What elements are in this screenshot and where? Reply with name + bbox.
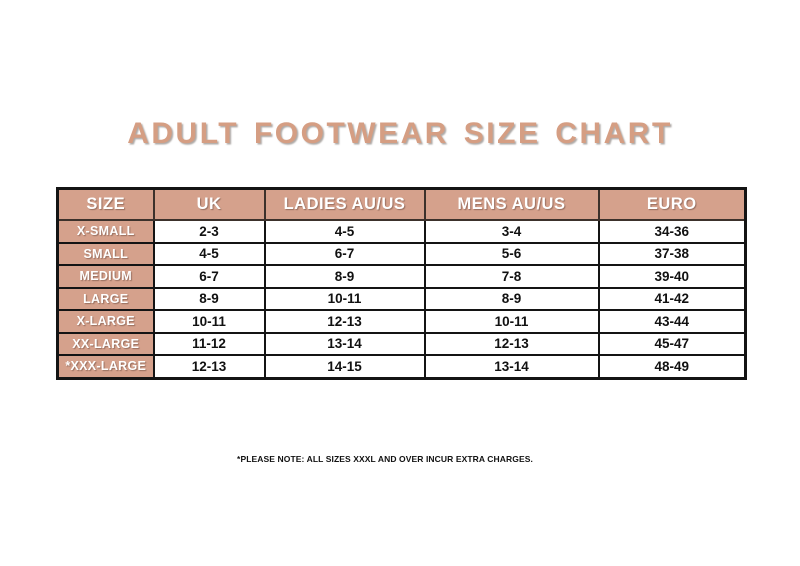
size-label-cell: MEDIUM	[58, 265, 154, 288]
data-cell: 10-11	[265, 288, 425, 311]
table-row	[58, 310, 746, 333]
header-cell-euro: EURO	[599, 189, 746, 221]
data-cell: 6-7	[265, 243, 425, 266]
data-cell: 43-44	[599, 310, 746, 333]
table-row	[58, 288, 746, 311]
size-label-cell: X-SMALL	[58, 220, 154, 243]
data-cell: 14-15	[265, 355, 425, 378]
data-cell: 3-4	[425, 220, 599, 243]
table-row	[58, 243, 746, 266]
size-label-cell: XX-LARGE	[58, 333, 154, 356]
page-title: ADULT FOOTWEAR SIZE CHART	[127, 117, 673, 150]
data-cell: 7-8	[425, 265, 599, 288]
size-label-cell: SMALL	[58, 243, 154, 266]
table-body	[58, 220, 746, 378]
data-cell: 41-42	[599, 288, 746, 311]
data-cell: 12-13	[265, 310, 425, 333]
header-cell-uk: UK	[154, 189, 265, 221]
header-cell-mens-au-us: MENS AU/US	[425, 189, 599, 221]
size-label-cell: LARGE	[58, 288, 154, 311]
size-chart-table	[56, 187, 747, 380]
data-cell: 5-6	[425, 243, 599, 266]
data-cell: 8-9	[154, 288, 265, 311]
header-cell-ladies-au-us: LADIES AU/US	[265, 189, 425, 221]
data-cell: 4-5	[154, 243, 265, 266]
data-cell: 10-11	[425, 310, 599, 333]
data-cell: 4-5	[265, 220, 425, 243]
footnote: *PLEASE NOTE: ALL SIZES XXXL AND OVER INCUR EXTRA CHARGES.	[237, 454, 533, 464]
data-cell: 13-14	[265, 333, 425, 356]
data-cell: 8-9	[265, 265, 425, 288]
data-cell: 39-40	[599, 265, 746, 288]
table-row	[58, 355, 746, 378]
table-row	[58, 220, 746, 243]
data-cell: 6-7	[154, 265, 265, 288]
table-row	[58, 333, 746, 356]
data-cell: 12-13	[154, 355, 265, 378]
data-cell: 2-3	[154, 220, 265, 243]
data-cell: 45-47	[599, 333, 746, 356]
data-cell: 37-38	[599, 243, 746, 266]
size-label-cell: X-LARGE	[58, 310, 154, 333]
data-cell: 48-49	[599, 355, 746, 378]
data-cell: 8-9	[425, 288, 599, 311]
header-cell-size: SIZE	[58, 189, 154, 221]
data-cell: 13-14	[425, 355, 599, 378]
data-cell: 11-12	[154, 333, 265, 356]
data-cell: 10-11	[154, 310, 265, 333]
table-row	[58, 265, 746, 288]
header-row	[58, 189, 746, 221]
data-cell: 34-36	[599, 220, 746, 243]
data-cell: 12-13	[425, 333, 599, 356]
size-label-cell: *XXX-LARGE	[58, 355, 154, 378]
